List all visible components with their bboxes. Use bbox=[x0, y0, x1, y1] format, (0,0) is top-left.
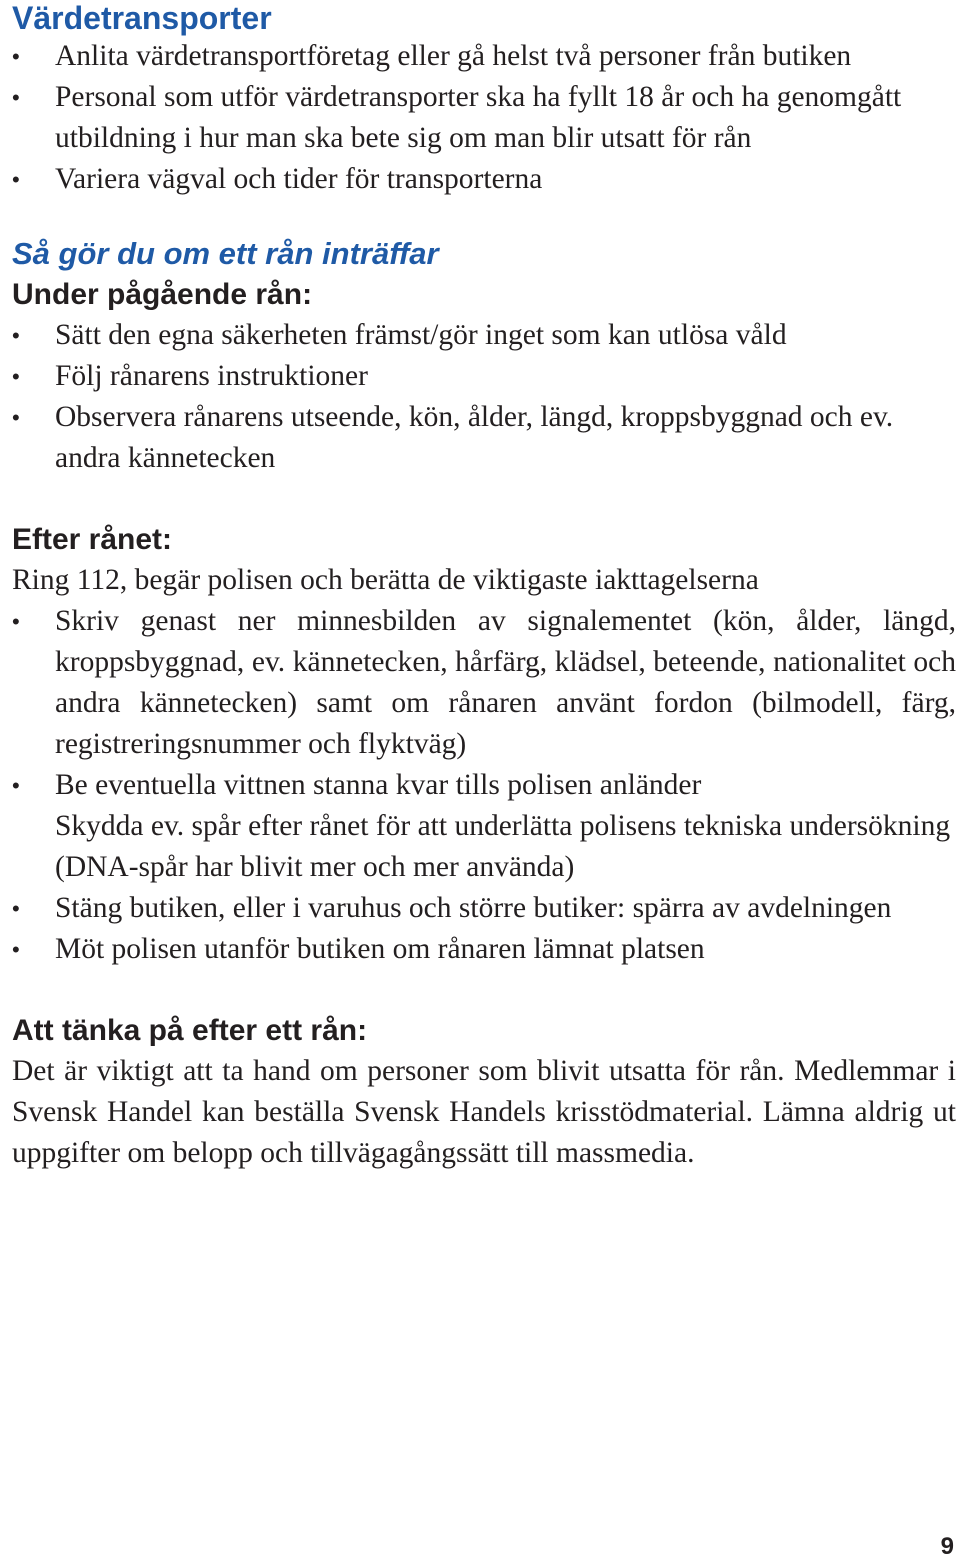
bullet-icon: • bbox=[12, 937, 20, 962]
bullet-icon: • bbox=[12, 896, 20, 921]
document-page bbox=[12, 0, 956, 1174]
bullet-icon: • bbox=[12, 44, 20, 69]
bullet-icon: • bbox=[12, 405, 20, 430]
list-item: • Stäng butiken, eller i varuhus och större butiker: spärra av avdelningen bbox=[12, 888, 956, 929]
list-item: • Variera vägval och tider för transporterna bbox=[12, 159, 956, 200]
think-about-text: Det är viktigt att ta hand om personer som blivit utsatta för rån. Medlemmar i Svensk Handel kan beställa Svensk Handels krisstödmaterial. Lämna aldrig ut uppgifter om belopp och tillvägagångssätt till massmedia. bbox=[12, 1055, 956, 1169]
think-about-heading: Att tänka på efter ett rån: bbox=[12, 1014, 368, 1047]
list-item: • Sätt den egna säkerheten främst/gör inget som kan utlösa våld bbox=[12, 315, 956, 356]
section-title-ran: Så gör du om ett rån inträffar bbox=[12, 236, 439, 271]
bullet-icon: • bbox=[12, 323, 20, 348]
after-robbery-list bbox=[12, 601, 956, 970]
bullet-icon: • bbox=[12, 609, 20, 634]
list-item: • Be eventuella vittnen stanna kvar tills polisen anländer bbox=[12, 765, 956, 806]
bullet-icon: • bbox=[12, 167, 20, 192]
after-robbery-intro: Ring 112, begär polisen och berätta de viktigaste iakttagelserna bbox=[12, 564, 759, 596]
list-item: • Följ rånarens instruktioner bbox=[12, 356, 956, 397]
section-title-vardetransporter: Värdetransporter bbox=[12, 0, 272, 36]
bullet-icon: • bbox=[12, 85, 20, 110]
bullet-icon: • bbox=[12, 364, 20, 389]
list-item: • Anlita värdetransportföretag eller gå helst två personer från butiken bbox=[12, 36, 956, 77]
page-number: 9 bbox=[940, 1533, 954, 1560]
list-item: • Skriv genast ner minnesbilden av signalementet (kön, ålder, längd, kroppsbyggnad, ev. kännetecken, hårfärg, klädsel, beteende, nationalitet och andra kännetecken) samt om rånaren använt fordon (bilmodell, färg, registreringsnummer och flyktväg) bbox=[12, 601, 956, 765]
after-robbery-heading: Efter rånet: bbox=[12, 523, 173, 556]
bullet-icon: • bbox=[12, 773, 20, 798]
list-item: Skydda ev. spår efter rånet för att underlätta polisens tekniska undersökning (DNA-spår har blivit mer och mer använda) bbox=[55, 810, 951, 883]
list-item: • Observera rånarens utseende, kön, ålder, längd, kroppsbyggnad och ev. andra kännetecken bbox=[12, 397, 956, 479]
list-item: • Personal som utför värdetransporter ska ha fyllt 18 år och ha genomgått utbildning i hur man ska bete sig om man blir utsatt för rån bbox=[12, 77, 956, 159]
during-robbery-list bbox=[12, 315, 956, 479]
vardetransporter-list bbox=[12, 36, 956, 200]
during-robbery-heading: Under pågående rån: bbox=[12, 278, 313, 311]
list-item: • Möt polisen utanför butiken om rånaren lämnat platsen bbox=[12, 929, 956, 970]
